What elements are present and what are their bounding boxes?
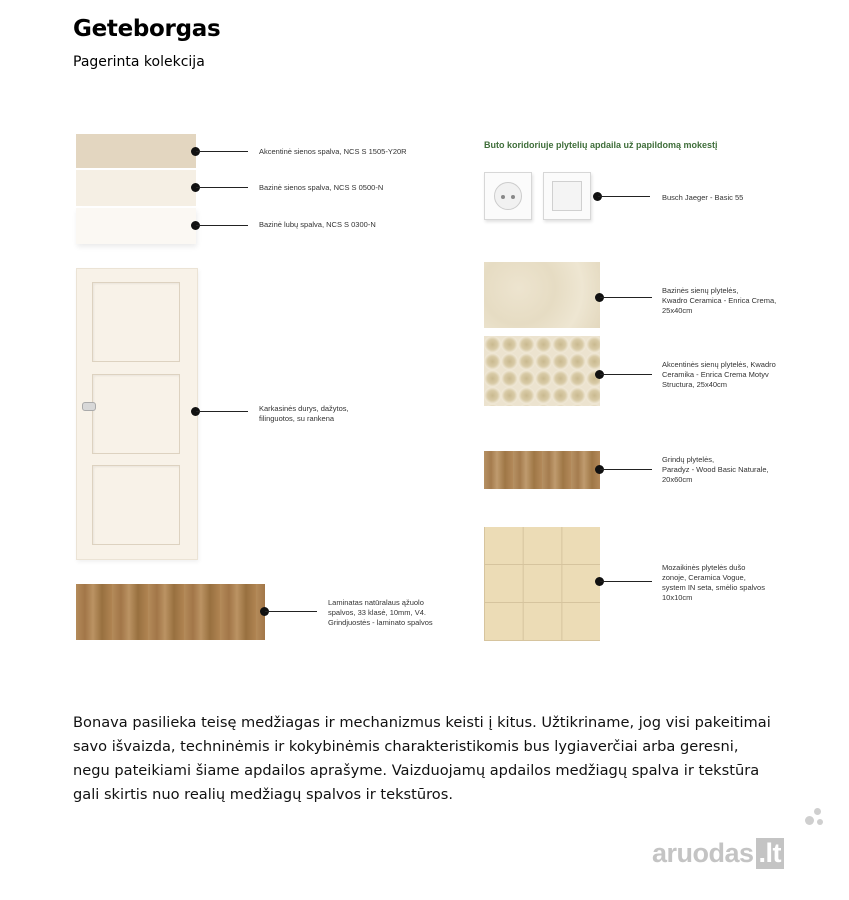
pointer-line: [196, 411, 248, 412]
accent-tiles-label: Akcentinės sienų plytelės, Kwadro Ceramika - Enrica Crema Motyv Structura, 25x40cm: [662, 360, 776, 389]
base-wall-swatch: [76, 170, 196, 206]
accent-wall-swatch: [76, 134, 196, 168]
socket-icon: [494, 182, 522, 210]
pointer-line: [196, 187, 248, 188]
door-panel: [92, 282, 180, 362]
base-wall-label: Bazinė sienos spalva, NCS S 0500-N: [259, 183, 384, 192]
light-switch-image: [543, 172, 591, 220]
switch-icon: [552, 181, 582, 211]
ceiling-swatch: [76, 208, 196, 244]
floor-tiles-label: Grindų plytelės, Paradyz - Wood Basic Naturale, 20x60cm: [662, 455, 769, 484]
switch-label: Busch Jaeger - Basic 55: [662, 193, 744, 202]
accent-wall-label: Akcentinė sienos spalva, NCS S 1505-Y20R: [259, 147, 407, 156]
pointer-line: [600, 374, 652, 375]
corridor-tiles-heading: Buto koridoriuje plytelių apdaila už papildomą mokestį: [484, 140, 718, 150]
accent-tiles-swatch: [484, 336, 600, 406]
pointer-line: [196, 225, 248, 226]
disclaimer-paragraph: Bonava pasilieka teisę medžiagas ir mechanizmus keisti į kitus. Užtikriname, jog visi pakeitimai savo išvaizda, techninėmis ir kokybinėmis charakteristikomis bus lygiaverčiai arba geresni, negu pateikiami šiame apdailos aprašyme. Vaizduojamų apdailos medžiagų spalva ir tekstūra gali skirtis nuo realių medžiagų spalvos ir tekstūros.: [73, 714, 771, 803]
floor-tiles-swatch: [484, 451, 600, 489]
pointer-line: [196, 151, 248, 152]
aruodas-logo: aruodas .lt: [652, 838, 784, 869]
pointer-line: [600, 469, 652, 470]
page-subtitle: Pagerinta kolekcija: [73, 54, 205, 70]
mosaic-tiles-swatch: [484, 527, 600, 641]
base-tiles-swatch: [484, 262, 600, 328]
base-tiles-label: Bazinės sienų plytelės, Kwadro Ceramica - Enrica Crema, 25x40cm: [662, 286, 777, 315]
door-panel: [92, 374, 180, 454]
laminate-label: Laminatas natūralaus ąžuolo spalvos, 33 klasė, 10mm, V4. Grindjuostės - laminato spalvos: [328, 598, 433, 627]
door-panel: [92, 465, 180, 545]
ceiling-label: Bazinė lubų spalva, NCS S 0300-N: [259, 220, 376, 229]
socket-image: [484, 172, 532, 220]
door-label: Karkasinės durys, dažytos, filinguotos, su rankena: [259, 404, 349, 423]
door-image: [76, 268, 198, 560]
mosaic-tiles-label: Mozaikinės plytelės dušo zonoje, Ceramica Vogue, system IN seta, smėlio spalvos 10x10cm: [662, 563, 765, 602]
pointer-line: [598, 196, 650, 197]
pointer-line: [600, 297, 652, 298]
page-title: Geteborgas: [73, 16, 221, 42]
door-handle-icon: [82, 402, 96, 411]
laminate-swatch: [76, 584, 265, 640]
pointer-line: [600, 581, 652, 582]
pointer-line: [265, 611, 317, 612]
